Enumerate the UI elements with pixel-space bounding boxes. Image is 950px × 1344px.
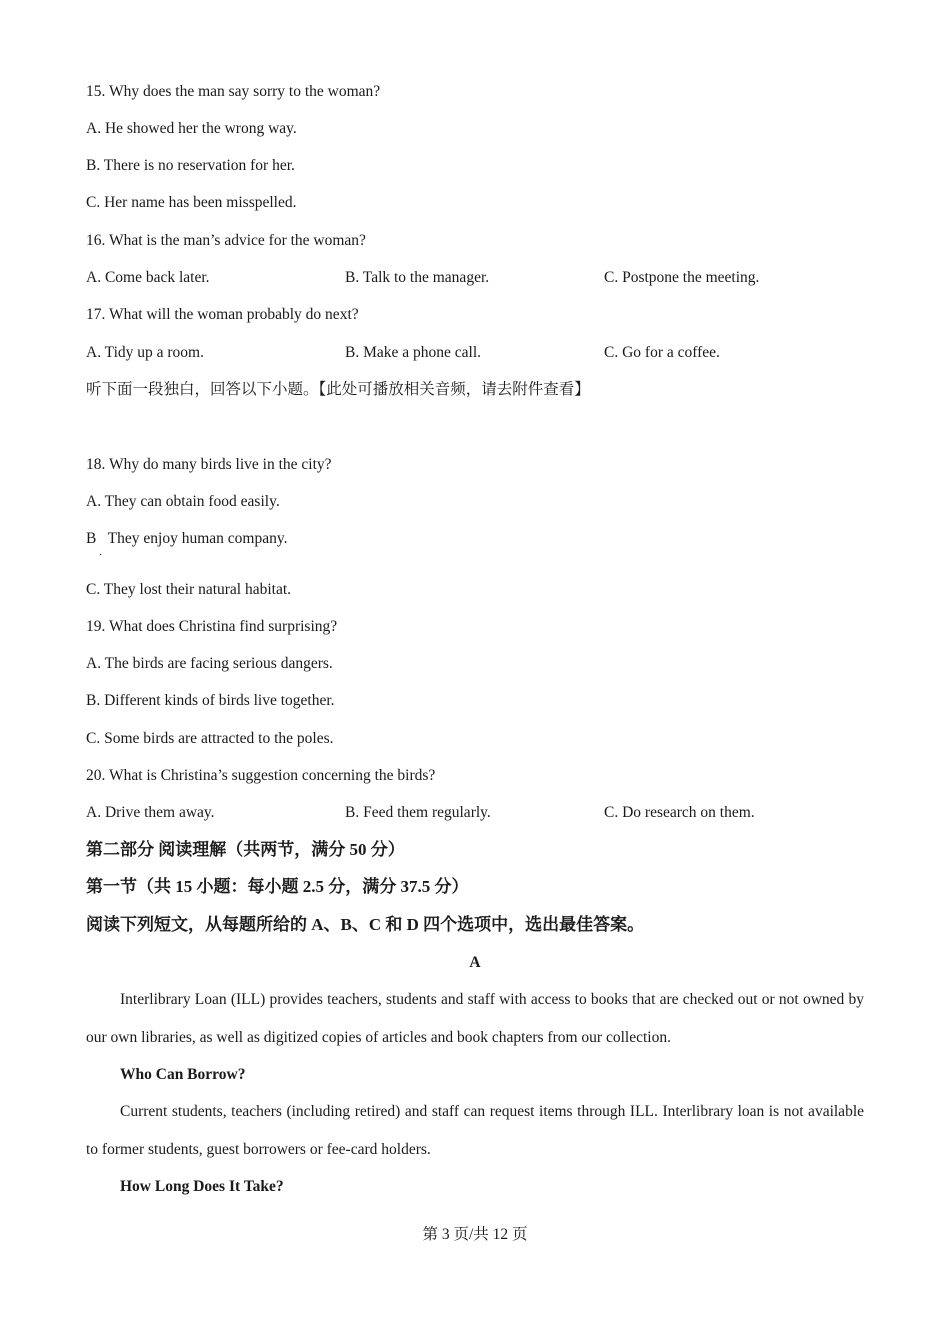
- part2-title: 第二部分 阅读理解（共两节，满分 50 分）: [86, 840, 405, 859]
- question-17-stem: 17. What will the woman probably do next?: [86, 306, 359, 323]
- question-18-option-b: B They enjoy human company.: [86, 530, 288, 547]
- question-19-stem: 19. What does Christina find surprising?: [86, 618, 338, 635]
- question-16-option-b: B. Talk to the manager.: [345, 269, 490, 286]
- question-19-option-a: A. The birds are facing serious dangers.: [86, 655, 333, 672]
- passage-paragraph-2: Current students, teachers (including retired) and staff can request items through ILL. Interlibrary loan is not available to former students, guest borrowers or fee-card holders.: [86, 1103, 864, 1158]
- question-20-option-a: A. Drive them away.: [86, 804, 215, 821]
- question-18-option-a: A. They can obtain food easily.: [86, 493, 280, 510]
- page-footer: 第 3 页/共 12 页: [422, 1226, 528, 1243]
- monologue-instruction: 听下面一段独白，回答以下小题。【此处可播放相关音频，请去附件查看】: [86, 381, 590, 398]
- section1-title: 第一节（共 15 小题：每小题 2.5 分，满分 37.5 分）: [86, 877, 469, 896]
- question-17-option-b: B. Make a phone call.: [345, 344, 482, 361]
- passage-paragraph-1: Interlibrary Loan (ILL) provides teachers, students and staff with access to books that are checked out or not owned by our own libraries, as well as digitized copies of articles and book chapters from our collection.: [86, 991, 864, 1046]
- question-15-option-b: B. There is no reservation for her.: [86, 157, 295, 174]
- question-19-option-b: B. Different kinds of birds live together.: [86, 692, 335, 709]
- question-17-option-c: C. Go for a coffee.: [604, 344, 720, 361]
- question-15-option-a: A. He showed her the wrong way.: [86, 120, 297, 137]
- passage-label: A: [469, 954, 481, 971]
- question-15-stem: 15. Why does the man say sorry to the woman?: [86, 83, 381, 100]
- question-17-option-a: A. Tidy up a room.: [86, 344, 204, 361]
- stray-dot-mark: ·: [99, 550, 103, 561]
- section-heading-who-can-borrow: Who Can Borrow?: [120, 1066, 246, 1083]
- question-20-stem: 20. What is Christina’s suggestion concerning the birds?: [86, 767, 436, 784]
- question-18-stem: 18. Why do many birds live in the city?: [86, 456, 332, 473]
- question-16-stem: 16. What is the man’s advice for the woman?: [86, 232, 366, 249]
- question-19-option-c: C. Some birds are attracted to the poles.: [86, 730, 334, 747]
- question-16-option-c: C. Postpone the meeting.: [604, 269, 760, 286]
- question-20-option-c: C. Do research on them.: [604, 804, 755, 821]
- question-18-option-c: C. They lost their natural habitat.: [86, 581, 292, 598]
- question-20-option-b: B. Feed them regularly.: [345, 804, 491, 821]
- question-15-option-c: C. Her name has been misspelled.: [86, 194, 297, 211]
- section-heading-how-long: How Long Does It Take?: [120, 1178, 284, 1195]
- question-16-option-a: A. Come back later.: [86, 269, 210, 286]
- reading-directions: 阅读下列短文，从每题所给的 A、B、C 和 D 四个选项中，选出最佳答案。: [86, 915, 645, 934]
